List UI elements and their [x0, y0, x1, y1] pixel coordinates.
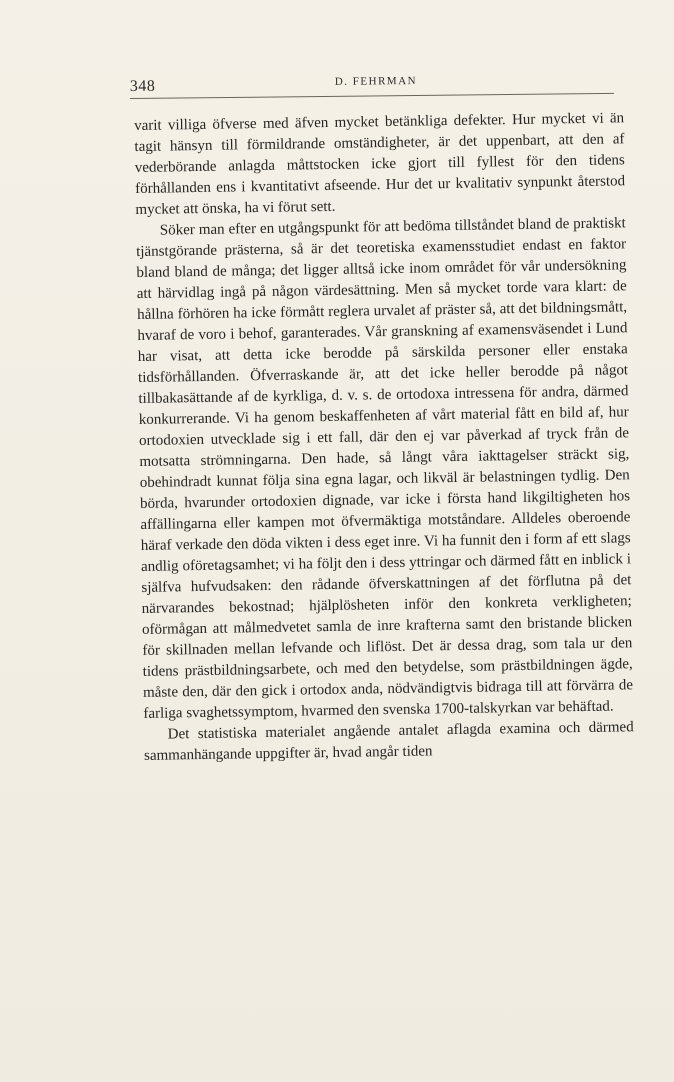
paragraph-1: varit villiga öfverse med äfven mycket betänkliga defekter. Hur mycket vi än tagit hänsyn till förmildrande omständigheter, är det uppenbart, att den af vederbörande anlagda måttstocken icke gjort till fyllest för den tidens förhållanden ens i kvantitativt afseende. Hur det ur kvalitativ synpunkt återstod mycket att önska, ha vi förut sett.	[134, 110, 626, 218]
paragraph-3: Det statistiska materialet angående antalet aflagda examina och därmed sammanhängande uppgifter är, hvad angår tiden	[143, 719, 634, 764]
body-text	[134, 108, 634, 767]
running-head: D. FEHRMAN	[334, 74, 418, 88]
page-header	[130, 71, 614, 99]
paragraph-2: Söker man efter en utgångspunkt för att bedöma tillståndet bland de praktiskt tjänstgörande prästerna, så är det teoretiska examensstudiet endast en faktor bland bland de många; det ligger alltså icke inom området för vår undersökning att härvidlag ingå på någon värdesättning. Men så mycket torde vara klart: de hållna förhören ha icke förmått reglera urvalet af präster så, att det bildningsmått, hvaraf de voro i behof, garanterades. Vår granskning af examensväsendet i Lund har visat, att detta icke berodde på särskilda personer eller enstaka tidsförhållanden. Öfverraskande är, att det icke heller berodde på något tillbakasättande af de kyrkliga, d. v. s. de ortodoxa intressena för andra, därmed konkurrerande. Vi ha genom beskaffenheten af vårt material fått en bild af, hur ortodoxien utvecklade sig i ett fall, där den ej var påverkad af tryck från de motsatta strömningarna. Den hade, så långt våra iakttagelser sträckt sig, obehindradt kunnat följa sina egna lagar, och likväl är belastningen tydlig. Den börda, hvarunder ortodoxien dignade, var icke i första hand likgiltigheten hos affällingarna eller kampen mot öfvermäktiga motståndare. Alldeles oberoende häraf verkade den döda vikten i dess eget inre. Vi ha funnit den i form af ett slags andlig oföretagsamhet; vi ha följt den i dess yttringar och därmed fått en inblick i själfva hufvudsaken: den rådande öfverskattningen af det förflutna på det närvarandes bekostnad; hjälplösheten inför den konkreta verkligheten; oförmågan att målmedvetet samla de inre krafterna samt den bristande blicken för skillnaden mellan lefvande och liflöst. Det är dessa drag, som tala ur den tidens prästbildningsarbete, och med den betydelse, som prästbildningen ägde, måste den, där den gick i ortodox anda, nödvändigtvis bidraga till att förvärra de farliga svaghetssymptom, hvarmed den svenska 1700-talskyrkan var behäftad.	[136, 215, 634, 722]
page-number: 348	[129, 77, 156, 96]
